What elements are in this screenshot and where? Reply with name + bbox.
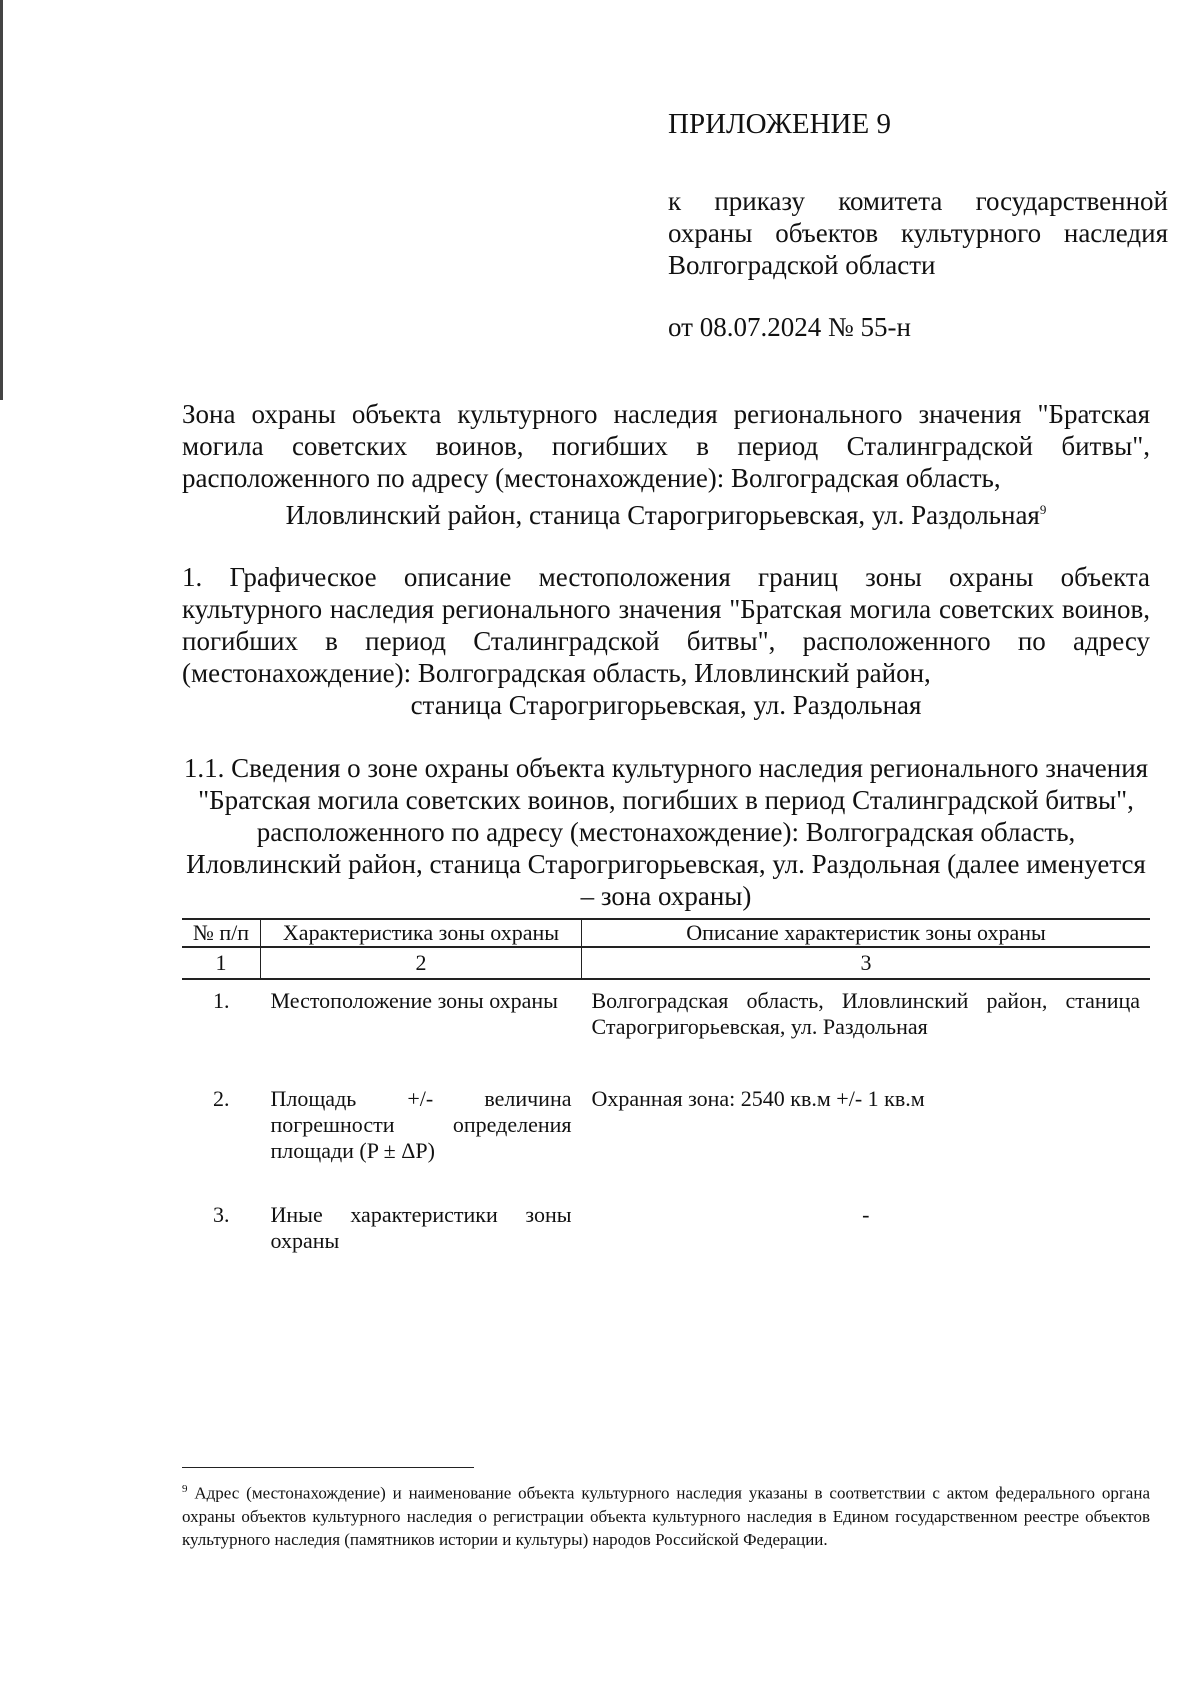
table-row bbox=[182, 1194, 1150, 1254]
header-number: № п/п bbox=[182, 919, 261, 947]
section-1-body: 1. Графическое описание местоположения границ зоны охраны объекта культурного наследия регионального значения "Братская могила советских воинов, погибших в период Сталинградской битвы", расположенного по адресу (местонахождение): Волгоградская область, Иловлинский район, bbox=[182, 562, 1150, 688]
document-title-body: Зона охраны объекта культурного наследия регионального значения "Братская могила советских воинов, погибших в период Сталинградской битвы", расположенного по адресу (местонахождение): Волгоградская область, bbox=[182, 399, 1150, 493]
footnote-number: 9 bbox=[182, 1483, 188, 1495]
document-title-last-line bbox=[182, 494, 1150, 531]
annex-date-number: от 08.07.2024 № 55-н bbox=[668, 312, 911, 342]
index-cell: 1 bbox=[182, 947, 261, 979]
row-characteristic: Местоположение зоны охраны bbox=[270, 988, 558, 1013]
table-header-row bbox=[182, 919, 1150, 947]
section-1-1-heading: 1.1. Сведения о зоне охраны объекта культурного наследия регионального значения "Братская могила советских воинов, погибших в период Сталинградской битвы", расположенного по адресу (местонахождение): Волгоградская область, Иловлинский район, станица Старогригорьевская, ул. Раздольная (далее именуется – зона охраны) bbox=[183, 753, 1149, 911]
table-row bbox=[182, 979, 1150, 1078]
zone-table bbox=[182, 918, 1150, 1254]
row-characteristic: Иные характеристики зоны охраны bbox=[270, 1202, 572, 1253]
footnote-text: Адрес (местонахождение) и наименование объекта культурного наследия указаны в соответствии с актом федерального органа охраны объектов культурного наследия о регистрации объекта культурного наследия в Едином государственном реестре объектов культурного наследия (памятников истории и культуры) народов Российской Федерации. bbox=[182, 1483, 1150, 1549]
row-characteristic: Площадь +/- величина погрешности определения площади (P ± ΔP) bbox=[270, 1086, 572, 1163]
section-1-heading bbox=[182, 561, 1150, 721]
index-cell: 3 bbox=[582, 947, 1151, 979]
row-number: 3. bbox=[213, 1202, 230, 1227]
row-description: Охранная зона: 2540 кв.м +/- 1 кв.м bbox=[591, 1086, 925, 1111]
table-index-row bbox=[182, 947, 1150, 979]
index-cell: 2 bbox=[261, 947, 582, 979]
section-1-last-line: станица Старогригорьевская, ул. Раздольная bbox=[410, 690, 922, 720]
row-description: Волгоградская область, Иловлинский район, станица Старогригорьевская, ул. Раздольная bbox=[591, 988, 1140, 1039]
annex-order-reference: к приказу комитета государственной охраны объектов культурного наследия Волгоградской области bbox=[668, 186, 1168, 280]
footnote bbox=[182, 1478, 1150, 1551]
footnote-divider bbox=[182, 1467, 474, 1468]
row-number: 1. bbox=[213, 988, 230, 1013]
row-description: - bbox=[862, 1202, 870, 1227]
document-title-last-text: Иловлинский район, станица Старогригорьевская, ул. Раздольная bbox=[285, 500, 1040, 530]
annex-header bbox=[668, 108, 1168, 343]
annex-title: ПРИЛОЖЕНИЕ 9 bbox=[668, 108, 891, 140]
document-title bbox=[182, 398, 1150, 531]
scan-edge-line bbox=[0, 0, 3, 400]
header-description: Описание характеристик зоны охраны bbox=[582, 919, 1151, 947]
footnote-reference[interactable]: 9 bbox=[1039, 502, 1047, 517]
table-row bbox=[182, 1078, 1150, 1194]
row-number: 2. bbox=[213, 1086, 230, 1111]
header-characteristic: Характеристика зоны охраны bbox=[261, 919, 582, 947]
